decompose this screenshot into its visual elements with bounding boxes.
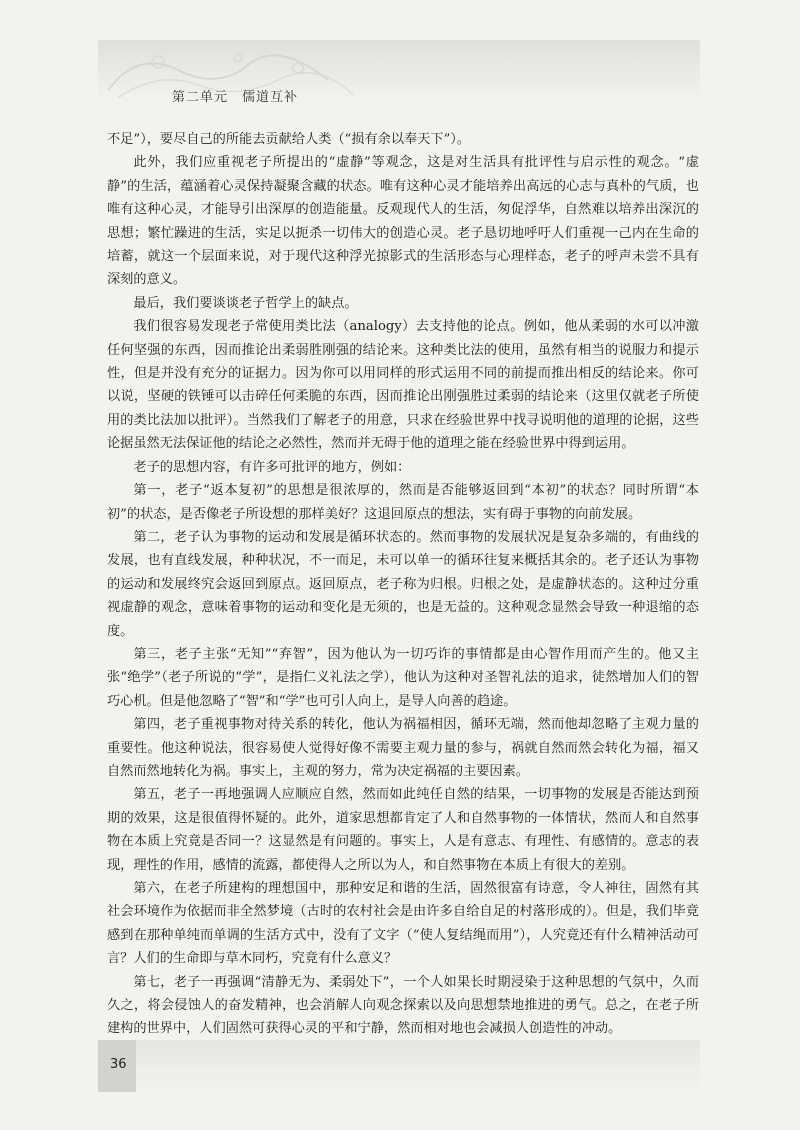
paragraph: 第六，在老子所建构的理想国中，那种安足和谐的生活，固然很富有诗意，令人神往，固然有其社会环境作为依据而非全然梦境（古时的农村社会是由许多自给自足的村落形成的）。但是，我们毕竟感到在那种单纯而单调的生活方式中，没有了文字（“使人复结绳而用”），人究竟还有什么精神活动可言？人们的生命即与草木同朽，究竟有什么意义？ [107, 881, 699, 967]
paragraph: 不足”），要尽自己的所能去贡献给人类（“损有余以奉天下”）。 [107, 132, 471, 147]
unit-title: 第二单元 儒道互补 [172, 90, 299, 105]
paragraph: 第一，老子“返本复初”的思想是很浓厚的，然而是否能够返回到“本初”的状态？同时所谓“本初”的状态，是否像老子所设想的那样美好？这退回原点的想法，实有碍于事物的向前发展。 [107, 483, 699, 522]
paragraph: 第四，老子重视事物对待关系的转化，他认为祸福相因，循环无端，然而他却忽略了主观力量的重要性。他这种说法，很容易使人觉得好像不需要主观力量的参与，祸就自然而然会转化为福，福又自然而然地转化为祸。事实上，主观的努力，常为决定祸福的主要因素。 [107, 717, 699, 779]
paragraph: 第二，老子认为事物的运动和发展是循环状态的。然而事物的发展状况是复杂多端的，有曲线的发展，也有直线发展，种种状况，不一而足，未可以单一的循环往复来概括其余的。老子还认为事物的运动和发展终究会返回到原点。返回原点，老子称为归根。归根之处，是虚静状态的。这种过分重视虚静的观念，意味着事物的运动和变化是无须的，也是无益的。这种观念显然会导致一种退缩的态度。 [107, 529, 699, 639]
paragraph: 我们很容易发现老子常使用类比法（analogy）去支持他的论点。例如，他从柔弱的水可以冲激任何坚强的东西，因而推论出柔弱胜刚强的结论来。这种类比法的使用，虽然有相当的说服力和提示性，但是并没有充分的证据力。因为你可以用同样的形式运用不同的前提而推出相反的结论来。你可以说，坚硬的铁锤可以击碎任何柔脆的东西，因而推论出刚强胜过柔弱的结论来（这里仅就老子所使用的类比法加以批评）。当然我们了解老子的用意，只求在经验世界中找寻说明他的道理的论据，这些论据虽然无法保证他的结论之必然性，然而并无碍于他的道理之能在经验世界中得到运用。 [107, 319, 699, 452]
paragraph: 此外，我们应重视老子所提出的“虚静”等观念，这是对生活具有批评性与启示性的观念。“虚静”的生活，蕴涵着心灵保持凝聚含藏的状态。唯有这种心灵才能培养出高远的心志与真朴的气质，也唯有这种心灵，才能导引出深厚的创造能量。反观现代人的生活，匆促浮华，自然难以培养出深沉的思想；繁忙躁进的生活，实足以扼杀一切伟大的创造心灵。老子恳切地呼吁人们重视一己内在生命的培蓄，就这一个层面来说，对于现代这种浮光掠影式的生活形态与心理样态，老子的呼声未尝不具有深刻的意义。 [107, 155, 699, 288]
footer-band [98, 1040, 700, 1092]
body-text [107, 128, 699, 1064]
paragraph: 最后，我们要谈谈老子哲学上的缺点。 [133, 295, 358, 311]
paragraph: 老子的思想内容，有许多可批评的地方，例如： [133, 459, 411, 475]
paragraph: 第五，老子一再地强调人应顺应自然，然而如此纯任自然的结果，一切事物的发展是否能达到预期的效果，这是很值得怀疑的。此外，道家思想都肯定了人和自然事物的一体情状，然而人和自然事物在本质上究竟是否同一？这显然是有问题的。事实上，人是有意志、有理性、有感情的。意志的表现，理性的作用，感情的流露，都使得人之所以为人，和自然事物在本质上有很大的差别。 [107, 787, 699, 873]
paragraph: 第七，老子一再强调“清静无为、柔弱处下”，一个人如果长时期浸染于这种思想的气氛中，久而久之，将会侵蚀人的奋发精神，也会消解人向观念探索以及向思想禁地推进的勇气。总之，在老子所建构的世界中，人们固然可获得心灵的平和宁静，然而相对地也会减损人创造性的冲动。 [107, 974, 699, 1037]
page-number: 36 [110, 1057, 127, 1072]
paragraph: 第三，老子主张“无知”“弃智”，因为他认为一切巧诈的事情都是由心智作用而产生的。他又主张“绝学”（老子所说的“学”，是指仁义礼法之学），他认为这种对圣智礼法的追求，徒然增加人们的智巧心机。但是他忽略了“智”和“学”也可引人向上，是导人向善的趋途。 [107, 646, 699, 709]
